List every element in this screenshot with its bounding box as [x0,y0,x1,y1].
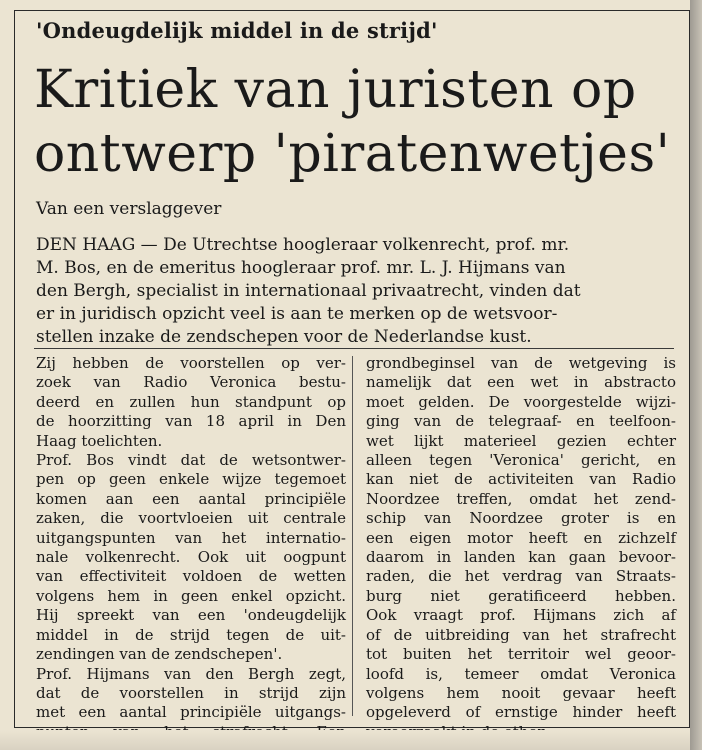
body-line: volgens hem nooit gevaar heeft [366,683,676,702]
body-line: namelijk dat een wet in abstracto [366,373,676,392]
body-line: zendingen van de zendschepen'. [36,645,283,664]
body-line: tot buiten het territoir wel geoor- [366,645,676,664]
body-line: Prof. Bos vindt dat de wetsontwer- [36,451,346,470]
body-line: raden, die het verdrag van Straats- [366,567,676,586]
body-line: de hoorzitting van 18 april in Den [36,412,346,431]
column-divider [352,356,353,716]
page-edge-right [690,0,702,750]
body-line: deerd en zullen hun standpunt op [36,392,346,411]
body-line: daarom in landen kan gaan bevoor- [366,548,676,567]
body-line: grondbeginsel van de wetgeving is [366,354,676,372]
body-line: een eigen motor heeft en zichzelf [366,528,676,547]
headline-line: Kritiek van juristen op [34,60,637,120]
body-line: schip van Noordzee groter is en [366,509,676,528]
body-line: Prof. Hijmans van den Bergh zegt, [36,664,346,683]
body-line: Ook vraagt prof. Hijmans zich af [366,606,676,625]
lead-line: DEN HAAG — De Utrechtse hoogleraar volkenrecht, prof. mr. [36,235,570,255]
body-line: zaken, die voortvloeien uit centrale [36,509,346,528]
page-edge [0,730,702,750]
body-line: volgens hem in geen enkel opzicht. [36,586,346,605]
body-line: zoek van Radio Veronica bestu- [36,373,346,392]
body-line: Noordzee treffen, omdat het zend- [366,489,676,508]
kicker-headline: 'Ondeugdelijk middel in de strijd' [36,18,438,43]
body-line: komen aan een aantal principiële [36,489,346,508]
body-line: burg niet geratificeerd hebben. [366,586,676,605]
body-line: dat de voorstellen in strijd zijn [36,683,346,702]
body-line: met een aantal principiële uitgangs- [36,703,346,722]
body-line: kan niet de activiteiten van Radio [366,470,676,489]
headline [34,58,670,186]
body-line: wet lijkt materieel gezien echter [366,431,676,450]
lead-paragraph [36,234,676,349]
body-line: loofd is, temeer omdat Veronica [366,664,676,683]
body-line: Hij spreekt van een 'ondeugdelijk [36,606,346,625]
body-line: opgeleverd of ernstige hinder heeft [366,703,676,722]
lead-line: er in juridisch opzicht veel is aan te merken op de wetsvoor- [36,304,558,324]
headline-line: ontwerp 'piratenwetjes' [34,124,671,184]
body-line: of de uitbreiding van het strafrecht [366,625,676,644]
body-line: ging van de telegraaf- en teelfoon- [366,412,676,431]
body-line: Haag toelichten. [36,431,163,450]
lead-line: M. Bos, en de emeritus hoogleraar prof. mr. L. J. Hijmans van [36,258,566,278]
body-column-left [36,354,346,742]
body-line: nale volkenrecht. Ook uit oogpunt [36,548,346,567]
body-column-right [366,354,676,742]
body-line: uitgangspunten van het internatio- [36,528,346,547]
body-line: middel in de strijd tegen de uit- [36,625,346,644]
body-line: Zij hebben de voorstellen op ver- [36,354,346,372]
section-divider [34,348,674,349]
byline: Van een verslaggever [36,199,222,219]
body-line: van effectiviteit voldoen de wetten [36,567,346,586]
body-line: moet gelden. De voorgestelde wijzi- [366,392,676,411]
body-line: pen op geen enkele wijze tegemoet [36,470,346,489]
lead-line: den Bergh, specialist in internationaal privaatrecht, vinden dat [36,281,581,301]
lead-line: stellen inzake de zendschepen voor de Nederlandse kust. [36,327,532,347]
body-line: alleen tegen 'Veronica' gericht, en [366,451,676,470]
